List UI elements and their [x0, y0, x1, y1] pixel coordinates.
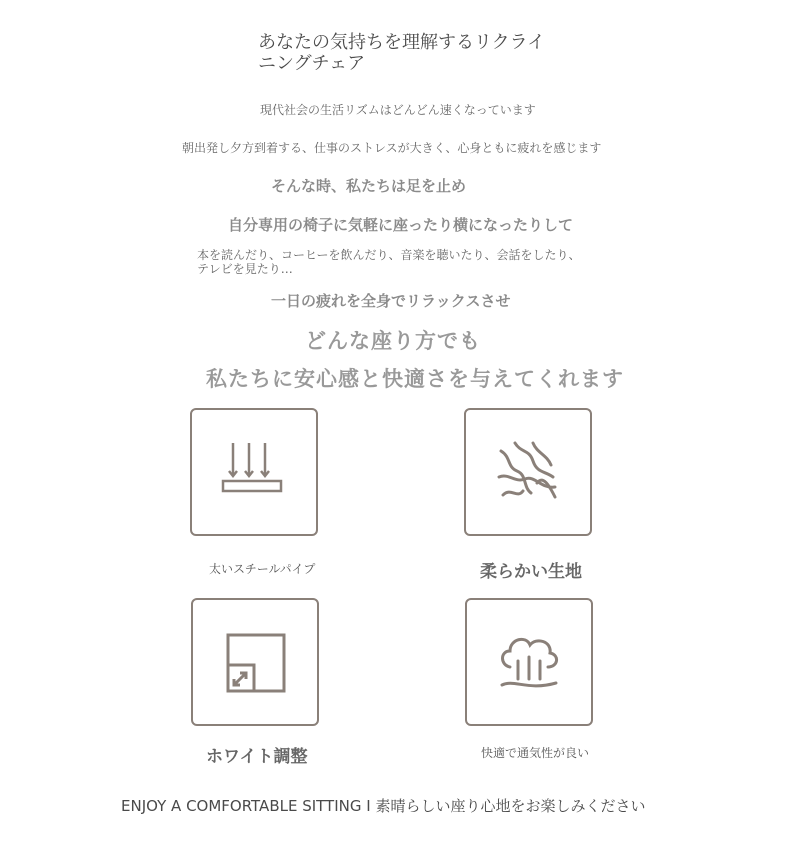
text-line: どんな座り方でも: [305, 329, 481, 353]
feature-card-resize: [191, 598, 319, 726]
text-line: そんな時、私たちは足を止め: [271, 177, 467, 195]
page-heading: あなたの気持ちを理解するリクライニングチェア: [258, 32, 546, 74]
footer-tagline: ENJOY A COMFORTABLE SITTING I 素晴らしい座り心地をお楽しみください: [121, 797, 646, 815]
feature-label: 太いスチールパイプ: [209, 562, 316, 576]
ventilation-icon: [494, 627, 564, 697]
text-line: 本を読んだり、コーヒーを飲んだり、音楽を聴いたり、会話をしたり、: [197, 248, 581, 262]
text-line: 自分専用の椅子に気軽に座ったり横になったりして: [228, 216, 574, 234]
feature-label: 快適で通気性が良い: [481, 746, 590, 760]
feature-label: ホワイト調整: [206, 747, 308, 767]
text-line: 現代社会の生活リズムはどんどん速くなっています: [260, 103, 536, 117]
resize-icon: [220, 627, 290, 697]
text-line: 朝出発し夕方到着する、仕事のストレスが大きく、心身ともに疲れを感じます: [182, 141, 602, 155]
feature-label: 柔らかい生地: [480, 562, 582, 582]
text-line: テレビを見たり…: [197, 262, 293, 276]
text-line: 一日の疲れを全身でリラックスさせ: [271, 292, 511, 310]
text-line: 私たちに安心感と快適さを与えてくれます: [206, 367, 624, 391]
feature-card-ventilation: [465, 598, 593, 726]
steel-pipe-icon: [219, 437, 289, 507]
feature-card-fabric: [464, 408, 592, 536]
feature-card-steel-pipe: [190, 408, 318, 536]
fabric-icon: [493, 437, 563, 507]
